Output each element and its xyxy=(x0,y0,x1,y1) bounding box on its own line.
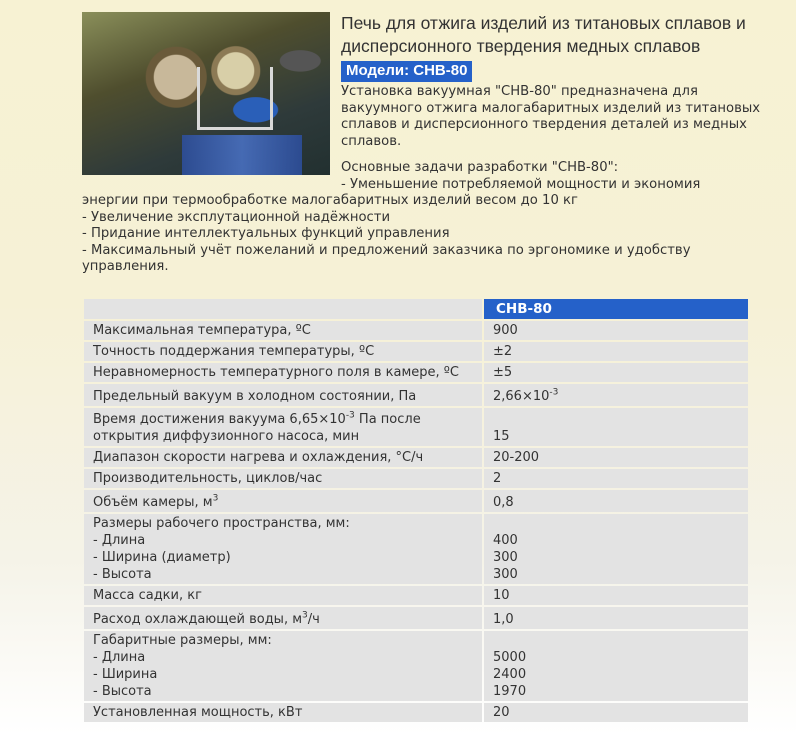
param-value: $2,66\times 10^{-3}$ xyxy=(484,384,748,406)
header-blank-cell xyxy=(84,299,482,319)
param-value: 900 xyxy=(484,321,748,340)
param-label: Максимальная температура, ºС xyxy=(84,321,482,340)
table-row xyxy=(84,384,748,406)
page-title: Печь для отжига изделий из титановых сплавов и дисперсионного твердения медных сплавов xyxy=(341,13,746,56)
task-item: - Придание интеллектуальных функций управления xyxy=(82,226,450,241)
param-value: 15 xyxy=(484,408,748,446)
tasks-heading: Основные задачи разработки "СНВ-80": xyxy=(341,160,619,175)
model-column-header: СНВ-80 xyxy=(484,299,748,319)
specifications-table xyxy=(82,297,750,724)
param-label: Диапазон скорости нагрева и охлаждения, °С/ч xyxy=(84,448,482,467)
table-row xyxy=(84,703,748,722)
param-value: 0,8 xyxy=(484,490,748,512)
param-label: Объём камеры, $м^3$ xyxy=(84,490,482,512)
table-row xyxy=(84,490,748,512)
param-label: Производительность, циклов/час xyxy=(84,469,482,488)
param-value: ±2 xyxy=(484,342,748,361)
param-label: Габаритные размеры, мм: - Длина - Ширина - Высота xyxy=(84,631,482,701)
param-label: Размеры рабочего пространства, мм: - Длина - Ширина (диаметр) - Высота xyxy=(84,514,482,584)
table-row xyxy=(84,469,748,488)
param-label: Расход охлаждающей воды, $м^3/ч$ xyxy=(84,607,482,629)
table-row xyxy=(84,607,748,629)
param-value: 5000 2400 1970 xyxy=(484,631,748,701)
table-row xyxy=(84,321,748,340)
table-header-row xyxy=(84,299,748,319)
table-row xyxy=(84,448,748,467)
param-label: Установленная мощность, кВт xyxy=(84,703,482,722)
task-item: - Уменьшение потребляемой мощности и экономия энергии при термообработке малогабаритных изделий весом до 10 кг xyxy=(82,176,701,208)
param-label: Точность поддержания температуры, ºС xyxy=(84,342,482,361)
product-description: Установка вакуумная "СНВ-80" предназначена для вакуумного отжига малогабаритных изделий из титановых сплавов и дисперсионного твердения деталей из медных сплавов. xyxy=(341,84,761,149)
param-value: 1,0 xyxy=(484,607,748,629)
table-row xyxy=(84,586,748,605)
task-item: - Увеличение эксплутационной надёжности xyxy=(82,209,391,225)
table-row xyxy=(84,631,748,701)
task-item: - Максимальный учёт пожеланий и предложений заказчика по эргономике и удобству управления. xyxy=(82,242,691,274)
furnace-frame xyxy=(197,67,273,130)
param-value: 400 300 300 xyxy=(484,514,748,584)
param-value: 2 xyxy=(484,469,748,488)
param-value: 20-200 xyxy=(484,448,748,467)
param-label: Время достижения вакуума $6,65\times 10^{-3}$ Па после открытия диффузионного насоса, мин xyxy=(84,408,482,446)
param-value: 10 xyxy=(484,586,748,605)
param-label: Масса садки, кг xyxy=(84,586,482,605)
param-value: ±5 xyxy=(484,363,748,382)
table-row xyxy=(84,363,748,382)
table-row xyxy=(84,514,748,584)
param-label: Предельный вакуум в холодном состоянии, Па xyxy=(84,384,482,406)
model-badge: Модели: СНВ-80 xyxy=(341,61,472,82)
table-row xyxy=(84,342,748,361)
param-value: 20 xyxy=(484,703,748,722)
param-label: Неравномерность температурного поля в камере, ºС xyxy=(84,363,482,382)
product-photo xyxy=(82,12,330,175)
development-tasks xyxy=(82,160,742,276)
table-row xyxy=(84,408,748,446)
